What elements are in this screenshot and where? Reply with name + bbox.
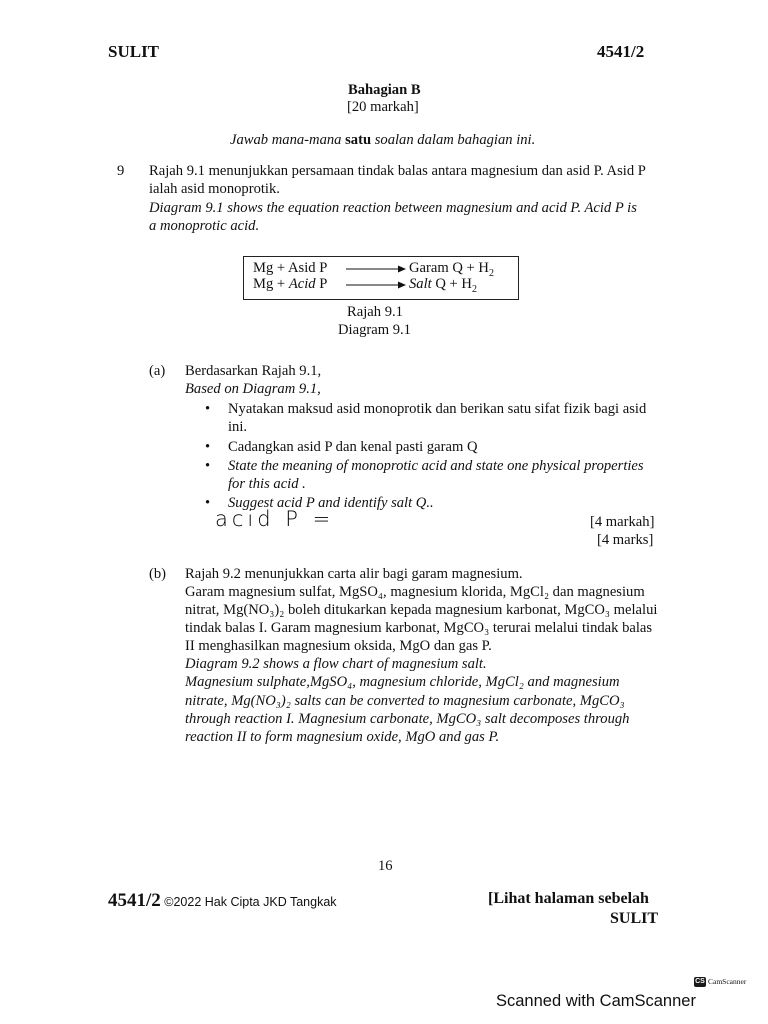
bullet-text-cont: ini. bbox=[228, 419, 248, 435]
part-b-en-line-2: Magnesium sulphate,MgSO₄, magnesium chloride, MgCl₂ and magnesium bbox=[185, 674, 620, 690]
scanned-watermark: Scanned with CamScanner bbox=[496, 992, 696, 1010]
part-b-label: (b) bbox=[149, 566, 167, 582]
question-number: 9 bbox=[117, 163, 125, 179]
bullet-text-cont: for this acid . bbox=[228, 476, 306, 492]
part-a-lead-en: Based on Diagram 9.1, bbox=[185, 381, 321, 397]
part-b-ms-line-5: II menghasilkan magnesium oksida, MgO dan gas P. bbox=[185, 638, 492, 654]
part-b-en-line-5: reaction II to form magnesium oxide, MgO and gas P. bbox=[185, 729, 500, 745]
camscanner-logo-icon: CS bbox=[695, 978, 705, 985]
bullet-icon: • bbox=[205, 495, 211, 511]
bullet-text: State the meaning of monoprotic acid and state one physical properties bbox=[228, 458, 644, 474]
instruction-bold: satu bbox=[345, 132, 372, 148]
section-instruction bbox=[230, 132, 535, 149]
equation-ms-left: Mg + Asid P bbox=[253, 260, 328, 276]
part-b-en-line-3: nitrate, Mg(NO₃)₂ salts can be converted to magnesium carbonate, MgCO₃ bbox=[185, 693, 625, 709]
equation-en-acid: Acid bbox=[288, 276, 316, 292]
equation-box bbox=[243, 256, 519, 300]
equation-en-right bbox=[409, 276, 477, 295]
equation-en-mg: Mg + bbox=[253, 276, 289, 292]
equation-en-left bbox=[253, 276, 327, 293]
intro-en-line-2: a monoprotic acid. bbox=[149, 218, 260, 234]
equation-en-subscript: 2 bbox=[471, 283, 477, 295]
part-b-en-line-4: through reaction I. Magnesium carbonate, MgCO₃ salt decomposes through bbox=[185, 711, 630, 727]
bullet-icon: • bbox=[205, 401, 211, 417]
footer-paper-code: 4541/2 bbox=[108, 890, 161, 911]
intro-en-line-1: Diagram 9.1 shows the equation reaction between magnesium and acid P. Acid P is bbox=[149, 200, 637, 216]
arrow-right-icon bbox=[346, 264, 406, 274]
bullet-text: Cadangkan asid P dan kenal pasti garam Q bbox=[228, 439, 478, 455]
part-a-lead-ms: Berdasarkan Rajah 9.1, bbox=[185, 363, 322, 379]
equation-ms-products: Garam Q + H bbox=[409, 260, 489, 276]
intro-ms-line-1: Rajah 9.1 menunjukkan persamaan tindak balas antara magnesium dan asid P. Asid P bbox=[149, 163, 646, 179]
part-b-ms-line-1: Rajah 9.2 menunjukkan carta alir bagi garam magnesium. bbox=[185, 566, 523, 582]
part-b-ms-line-2: Garam magnesium sulfat, MgSO₄, magnesium klorida, MgCl₂ dan magnesium bbox=[185, 584, 645, 600]
arrow-right-icon bbox=[346, 280, 406, 290]
camscanner-small-label: CamScanner bbox=[708, 977, 747, 986]
part-a-marks-ms: [4 markah] bbox=[590, 514, 655, 530]
bullet-text: Nyatakan maksud asid monoprotik dan berikan satu sifat fizik bagi asid bbox=[228, 401, 647, 417]
intro-ms-line-2: ialah asid monoprotik. bbox=[149, 181, 280, 197]
section-title: Bahagian B bbox=[348, 82, 421, 98]
footer-copyright: ©2022 Hak Cipta JKD Tangkak bbox=[160, 895, 337, 909]
bullet-text: Suggest acid P and identify salt Q.. bbox=[228, 495, 434, 511]
section-marks: [20 markah] bbox=[347, 99, 419, 115]
equation-ms-subscript: 2 bbox=[488, 267, 494, 279]
header-sulit: SULIT bbox=[108, 42, 160, 61]
part-b-ms-line-3: nitrat, Mg(NO₃)₂ boleh ditukarkan kepada magnesium karbonat, MgCO₃ melalui bbox=[185, 602, 658, 618]
instruction-part-2: soalan dalam bahagian ini. bbox=[371, 132, 536, 148]
instruction-part-1: Jawab mana-mana bbox=[230, 132, 346, 148]
bullet-icon: • bbox=[205, 439, 211, 455]
footer-left bbox=[108, 890, 337, 912]
part-a-label: (a) bbox=[149, 363, 166, 379]
equation-en-products: Q + H bbox=[431, 276, 472, 292]
diagram-caption-ms: Rajah 9.1 bbox=[347, 304, 403, 320]
page-number: 16 bbox=[378, 858, 393, 874]
diagram-caption-en: Diagram 9.1 bbox=[338, 322, 411, 338]
part-b-ms-line-4: tindak balas I. Garam magnesium karbonat, MgCO₃ terurai melalui tindak balas bbox=[185, 620, 653, 636]
footer-next-page: [Lihat halaman sebelah bbox=[488, 890, 649, 907]
part-a-marks-en: [4 marks] bbox=[597, 532, 654, 548]
footer-sulit: SULIT bbox=[610, 910, 659, 927]
equation-en-p: P bbox=[315, 276, 328, 292]
header-paper-code: 4541/2 bbox=[597, 42, 645, 61]
handwritten-answer: acid P = bbox=[215, 507, 335, 531]
equation-en-salt: Salt bbox=[409, 276, 432, 292]
part-b-en-line-1: Diagram 9.2 shows a flow chart of magnesium salt. bbox=[185, 656, 487, 672]
bullet-icon: • bbox=[205, 458, 211, 474]
